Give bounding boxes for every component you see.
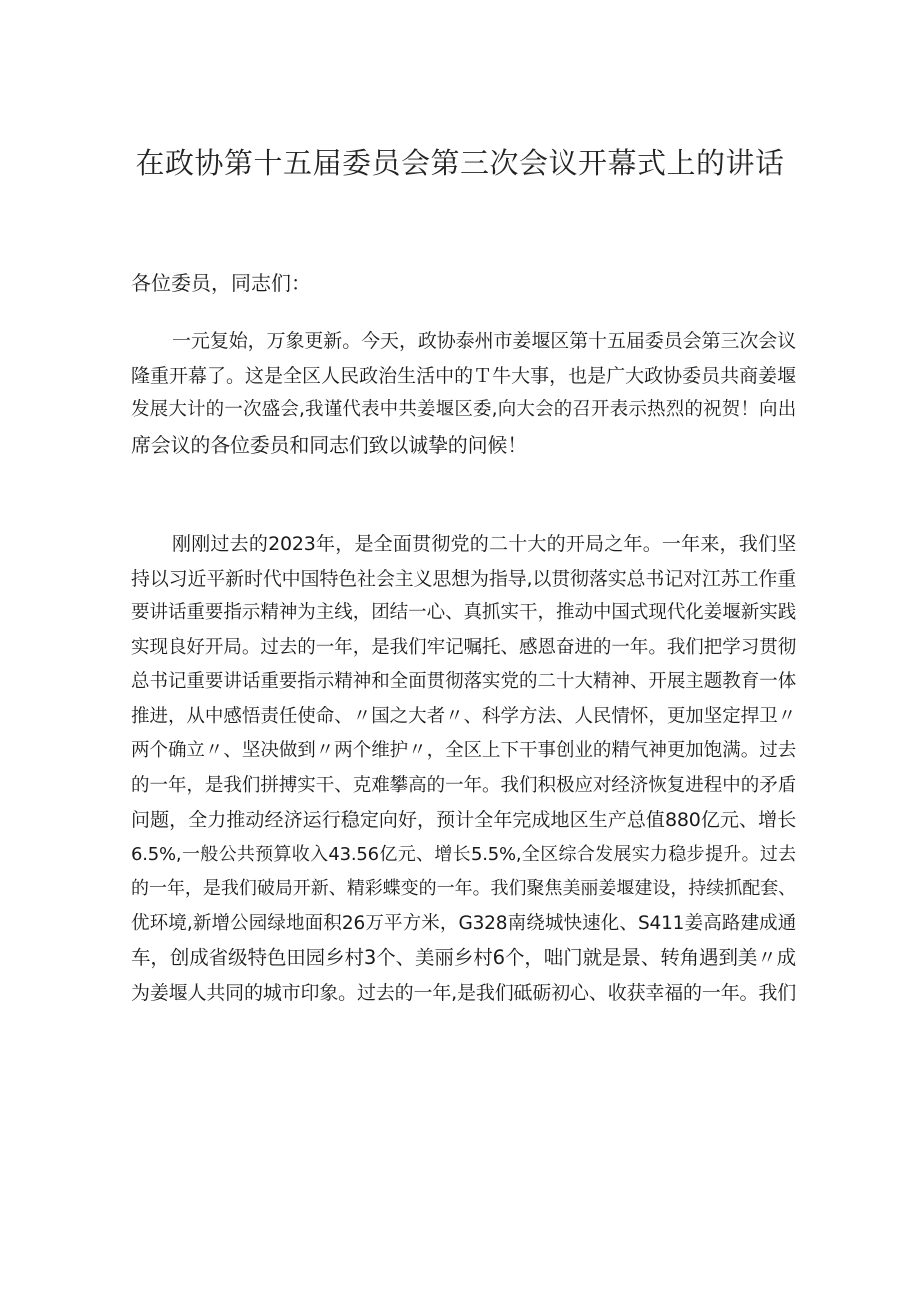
paragraph-line: 优环境,新增公园绿地面积26万平方米，G328南绕城快速化、S411姜高路建成通 — [131, 912, 796, 934]
paragraph-line: 推进，从中感悟责任使命、〃国之大者〃、科学方法、人民情怀，更加坚定捍卫〃 — [131, 705, 796, 727]
paragraph-line: 车，创成省级特色田园乡村3个、美丽乡村6个，咄门就是景、转角遇到美〃成 — [131, 946, 796, 969]
salutation: 各位委员，同志们： — [131, 271, 311, 295]
paragraph-line: 为姜堰人共同的城市印象。过去的一年,是我们砥砺初心、收获幸福的一年。我们 — [131, 981, 796, 1004]
paragraph-2 — [131, 529, 796, 1012]
paragraph-line: 持以习近平新时代中国特色社会主义思想为指导,以贯彻落实总书记对江苏工作重 — [131, 567, 796, 590]
paragraph-line: 总书记重要讲话重要指示精神和全面贯彻落实党的二十大精神、开展主题教育一体 — [131, 671, 796, 692]
paragraph-line: 6.5%,一般公共预算收入43.56亿元、增长5.5%,全区综合发展实力稳步提升。过去 — [131, 843, 796, 865]
paragraph-line: 两个确立〃、坚决做到〃两个维护〃，全区上下干事创业的精气神更加饱满。过去 — [131, 740, 796, 761]
paragraph-line: 刚刚过去的2023年，是全面贯彻党的二十大的开局之年。一年来，我们坚 — [172, 533, 796, 555]
paragraph-line: 实现良好开局。过去的一年，是我们牢记嘱托、感恩奋进的一年。我们把学习贯彻 — [131, 636, 796, 658]
document-title: 在政协第十五届委员会第三次会议开幕式上的讲话 — [135, 146, 785, 180]
paragraph-line: 隆重开幕了。这是全区人民政治生活中的Ｔ牛大事，也是广大政协委员共商姜堰 — [131, 364, 796, 387]
paragraph-line: 一元复始，万象更新。今天，政协泰州市姜堰区第十五届委员会第三次会议 — [172, 330, 796, 352]
paragraph-line: 的一年，是我们拼搏实干、克难攀高的一年。我们积极应对经济恢复进程中的矛盾 — [131, 774, 796, 796]
paragraph-line: 问题，全力推动经济运行稳定向好，预计全年完成地区生产总值880亿元、增长 — [131, 809, 796, 831]
paragraph-line: 的一年，是我们破局开新、精彩蝶变的一年。我们聚焦美丽姜堰建设，持续抓配套、 — [131, 878, 796, 899]
paragraph-1 — [131, 326, 796, 464]
paragraph-line: 席会议的各位委员和同志们致以诚挚的问候！ — [131, 432, 527, 457]
paragraph-line: 发展大计的一次盛会,我谨代表中共姜堰区委,向大会的召开表示热烈的祝贺！向出 — [131, 399, 796, 420]
paragraph-line: 要讲话重要指示精神为主线，团结一心、真抓实干，推动中国式现代化姜堰新实践 — [131, 602, 796, 623]
